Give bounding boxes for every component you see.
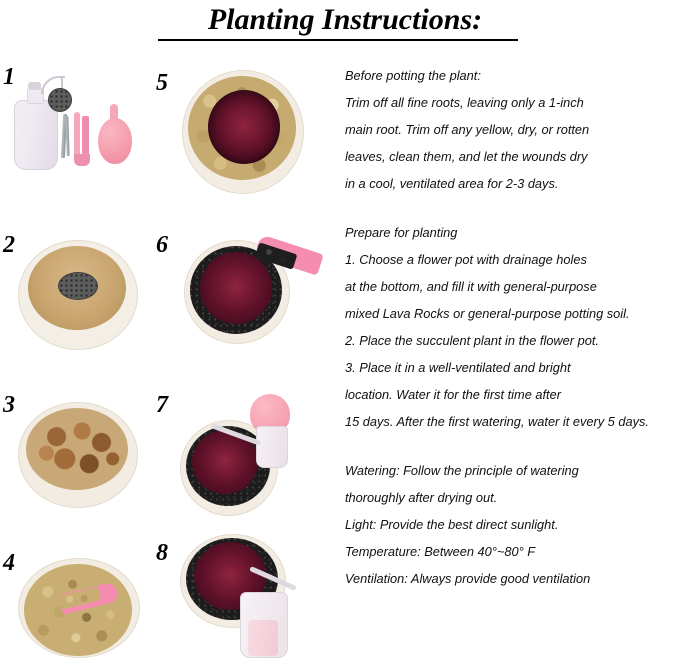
paragraph-gap-2 — [345, 435, 675, 457]
step-6-illustration — [152, 222, 322, 352]
step-number-3: 3 — [3, 392, 15, 418]
section1-line-2: main root. Trim off any yellow, dry, or rotten — [345, 122, 590, 137]
tweezers-tool-2 — [65, 116, 69, 156]
step-number-2: 2 — [3, 232, 15, 258]
step-4-illustration — [0, 536, 150, 656]
section2-line-7: 15 days. After the first watering, water it every 5 days. — [345, 414, 649, 429]
succulent-rosette-5 — [208, 90, 280, 164]
section2-heading: Prepare for planting — [345, 225, 458, 240]
step-number-5: 5 — [156, 70, 168, 96]
section1-line-4: in a cool, ventilated area for 2-3 days. — [345, 176, 559, 191]
air-blower-bulb — [98, 118, 132, 164]
section3-line-1: Watering: Follow the principle of watering — [345, 463, 579, 478]
page-title-block — [150, 0, 540, 41]
step-number-1: 1 — [3, 64, 15, 90]
step-number-6: 6 — [156, 232, 168, 258]
step-5-illustration — [152, 58, 312, 208]
water-bottle-body-7 — [256, 426, 288, 468]
section1-line-1: Trim off all fine roots, leaving only a 1-inch — [345, 95, 584, 110]
section3-line-2: thoroughly after drying out. — [345, 490, 498, 505]
step-7-illustration — [152, 382, 322, 512]
step-3-illustration — [0, 382, 150, 512]
section2-line-1: 1. Choose a flower pot with drainage holes — [345, 252, 587, 267]
step-8-illustration — [152, 528, 332, 656]
succulent-rosette-6 — [200, 252, 272, 324]
step-number-4: 4 — [3, 550, 15, 576]
instructions-text-column — [345, 62, 675, 592]
section1-line-3: leaves, clean them, and let the wounds dry — [345, 149, 588, 164]
title-underline — [158, 39, 518, 41]
section2-line-4: 2. Place the succulent plant in the flower pot. — [345, 333, 599, 348]
drainage-mesh-in-pot — [58, 272, 98, 300]
lava-rocks-fill — [26, 408, 128, 490]
section2-line-3: mixed Lava Rocks or general-purpose potting soil. — [345, 306, 630, 321]
paragraph-gap-1 — [345, 197, 675, 219]
step-1-illustration — [0, 58, 150, 188]
section2-line-6: location. Water it for the first time after — [345, 387, 561, 402]
section2-line-2: at the bottom, and fill it with general-purpose — [345, 279, 597, 294]
section3-line-4: Temperature: Between 40°~80° F — [345, 544, 536, 559]
section1-heading: Before potting the plant: — [345, 68, 481, 83]
wash-bottle-cap — [28, 82, 41, 90]
pink-tool-handle — [74, 154, 90, 166]
section2-line-5: 3. Place it in a well-ventilated and bright — [345, 360, 571, 375]
step-number-7: 7 — [156, 392, 168, 418]
water-bottle-liquid-8 — [248, 620, 278, 656]
page-title: Planting Instructions: — [207, 3, 483, 36]
step-number-8: 8 — [156, 540, 168, 566]
section3-line-3: Light: Provide the best direct sunlight. — [345, 517, 559, 532]
section3-line-5: Ventilation: Always provide good ventilation — [345, 571, 591, 586]
step-2-illustration — [0, 222, 150, 352]
wash-bottle-body — [14, 100, 58, 170]
drainage-mesh-disc — [48, 88, 72, 112]
